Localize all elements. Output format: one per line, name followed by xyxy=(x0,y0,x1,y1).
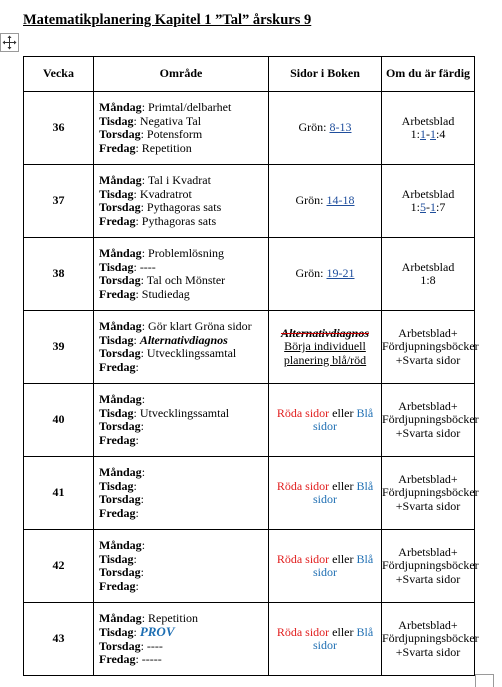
day-line: Fredag: Repetition xyxy=(99,140,192,155)
header-done: Om du är färdig xyxy=(382,57,475,92)
table-row xyxy=(24,238,475,311)
pages-cell: Grön: 19-21 xyxy=(269,238,382,311)
done-cell: Arbetsblad+ Fördjupningsböcker +Svarta sidor xyxy=(382,384,475,457)
planning-table xyxy=(23,56,479,676)
table-row xyxy=(24,603,475,676)
pages-cell: Alternativdiagnos Börja individuell planering blå/röd xyxy=(269,311,382,384)
pages-cell: Grön: 14-18 xyxy=(269,165,382,238)
week-number: 43 xyxy=(24,603,94,676)
header-week: Vecka xyxy=(24,57,94,92)
done-cell: Arbetsblad 1:1-1:4 xyxy=(382,92,475,165)
week-number: 37 xyxy=(24,165,94,238)
done-cell: Arbetsblad 1:8 xyxy=(382,238,475,311)
pages-link[interactable]: 19-21 xyxy=(326,266,355,281)
table-row xyxy=(24,311,475,384)
pages-link[interactable]: 8-13 xyxy=(329,120,352,135)
area-cell: Måndag: Tisdag: Torsdag: Fredag: xyxy=(94,457,269,530)
pages-cell: Grön: 8-13 xyxy=(269,92,382,165)
week-number: 40 xyxy=(24,384,94,457)
day-line: Tisdag: Negativa Tal xyxy=(99,113,202,128)
table-row xyxy=(24,384,475,457)
header-pages: Sidor i Boken xyxy=(269,57,382,92)
week-number: 41 xyxy=(24,457,94,530)
pages-cell: Röda sidor eller Blå sidor xyxy=(269,384,382,457)
day-line: Torsdag: Potensform xyxy=(99,127,203,141)
done-cell: Arbetsblad+ Fördjupningsböcker +Svarta sidor xyxy=(382,311,475,384)
move-cross-glyph xyxy=(2,35,17,50)
resize-corner-icon[interactable] xyxy=(475,674,494,687)
done-cell: Arbetsblad+ Fördjupningsböcker +Svarta sidor xyxy=(382,530,475,603)
document-title: Matematikplanering Kapitel 1 ”Tal” årskurs 9 xyxy=(23,12,312,28)
pages-cell: Röda sidor eller Blå sidor xyxy=(269,530,382,603)
pages-cell: Röda sidor eller Blå sidor xyxy=(269,603,382,676)
area-cell: Måndag: Tisdag: Utvecklingssamtal Torsdag: Fredag: xyxy=(94,384,269,457)
area-cell: Måndag: Problemlösning Tisdag: ---- Torsdag: Tal och Mönster Fredag: Studiedag xyxy=(94,238,269,311)
week-number: 38 xyxy=(24,238,94,311)
area-cell: Måndag: Repetition Tisdag: PROV Torsdag: ---- Fredag: ----- xyxy=(94,603,269,676)
area-cell: Måndag: Gör klart Gröna sidor Tisdag: Alternativdiagnos Torsdag: Utvecklingssamtal Fredag: xyxy=(94,311,269,384)
week-number: 36 xyxy=(24,92,94,165)
day-line: Måndag: Primtal/delbarhet xyxy=(99,100,232,114)
area-cell: Måndag: Tisdag: Torsdag: Fredag: xyxy=(94,530,269,603)
header-row xyxy=(24,57,475,92)
done-cell: Arbetsblad+ Fördjupningsböcker +Svarta sidor xyxy=(382,603,475,676)
area-cell: Måndag: Tal i Kvadrat Tisdag: Kvadratrot Torsdag: Pythagoras sats Fredag: Pythagoras sats xyxy=(94,165,269,238)
table-row xyxy=(24,165,475,238)
table-row xyxy=(24,457,475,530)
week-number: 42 xyxy=(24,530,94,603)
area-cell xyxy=(94,92,269,165)
move-cross-icon[interactable] xyxy=(0,33,19,52)
week-number: 39 xyxy=(24,311,94,384)
pages-link[interactable]: 14-18 xyxy=(326,193,355,208)
done-cell: Arbetsblad+ Fördjupningsböcker +Svarta sidor xyxy=(382,457,475,530)
header-area: Område xyxy=(94,57,269,92)
table-row xyxy=(24,92,475,165)
done-cell: Arbetsblad 1:5-1:7 xyxy=(382,165,475,238)
table-row xyxy=(24,530,475,603)
pages-cell: Röda sidor eller Blå sidor xyxy=(269,457,382,530)
